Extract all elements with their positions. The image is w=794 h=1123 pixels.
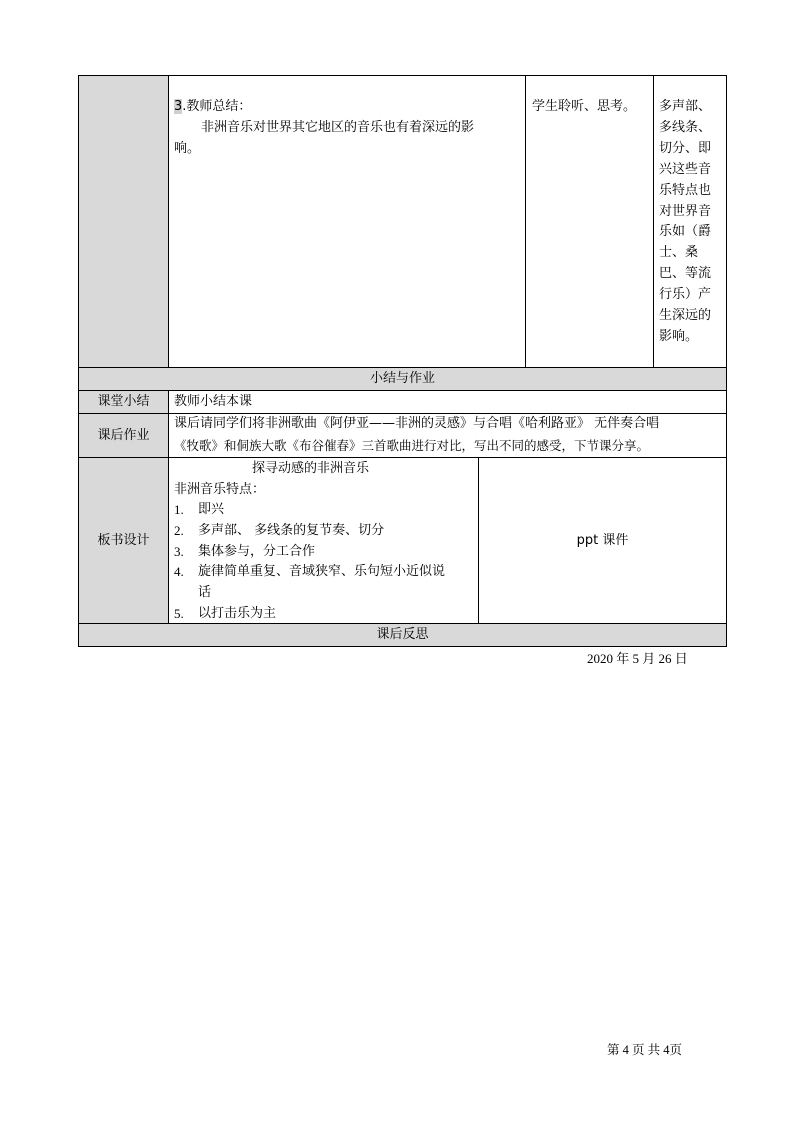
teacher-text-line2: 响。 (174, 141, 201, 156)
class-summary-label: 课堂小结 (97, 394, 150, 409)
homework-line1: 课后请同学们将非洲歌曲《阿伊亚——非洲的灵感》与合唱《哈利路亚》 无伴奏合唱 (174, 416, 660, 431)
step-number: 3 (174, 99, 183, 114)
column-divider (168, 75, 169, 368)
table-border-bottom (79, 646, 727, 647)
table-border-top (79, 75, 727, 76)
column-divider (653, 75, 654, 368)
reflection-title: 课后反思 (376, 627, 429, 642)
design-intent-text: 多声部、 多线条、 切分、即 兴这些音 乐特点也 对世界音 乐如（爵 士、桑 巴、等流 行乐）产 生深远的 影响。 (659, 99, 712, 344)
courseware-label: ppt 课件 (576, 533, 629, 548)
list-item-continuation: 话 (198, 585, 212, 601)
list-item: 1. 即兴 (174, 502, 225, 517)
list-item: 3. 集体参与，分工合作 (174, 543, 316, 559)
list-item: 4. 旋律简单重复、音域狭窄、乐句短小近似说 (174, 564, 446, 580)
board-subtitle: 非洲音乐特点： (174, 482, 266, 497)
column-divider (168, 390, 169, 624)
left-column-shade (79, 76, 169, 368)
board-design-label: 板书设计 (97, 533, 150, 548)
class-summary-content: 教师小结本课 (174, 394, 253, 409)
row-divider (79, 390, 727, 391)
board-list (174, 500, 445, 625)
list-item: 5. 以打击乐为主 (174, 605, 277, 621)
table-border-left (78, 75, 79, 647)
homework-label: 课后作业 (97, 428, 150, 443)
document-date: 2020 年 5 月 26 日 (587, 651, 688, 666)
homework-line2: 《牧歌》和侗族大歌《布谷催春》三首歌曲进行对比，写出不同的感受，下节课分享。 (174, 439, 650, 453)
student-activity: 学生聆听、思考。 (532, 99, 637, 114)
table-border-right (726, 75, 727, 647)
teacher-text-line1: 非洲音乐对世界其它地区的音乐也有着深远的影 (201, 120, 475, 135)
teacher-heading: 3.教师总结： (174, 99, 252, 114)
row-divider (79, 457, 727, 458)
summary-section-title: 小结与作业 (369, 371, 435, 386)
board-title: 探寻动感的非洲音乐 (252, 461, 370, 476)
column-divider (525, 75, 526, 368)
list-item: 2. 多声部、 多线条的复节奏、切分 (174, 522, 385, 538)
row-divider (79, 367, 727, 368)
page-footer: 第 4 页 共 4页 (607, 1043, 683, 1057)
